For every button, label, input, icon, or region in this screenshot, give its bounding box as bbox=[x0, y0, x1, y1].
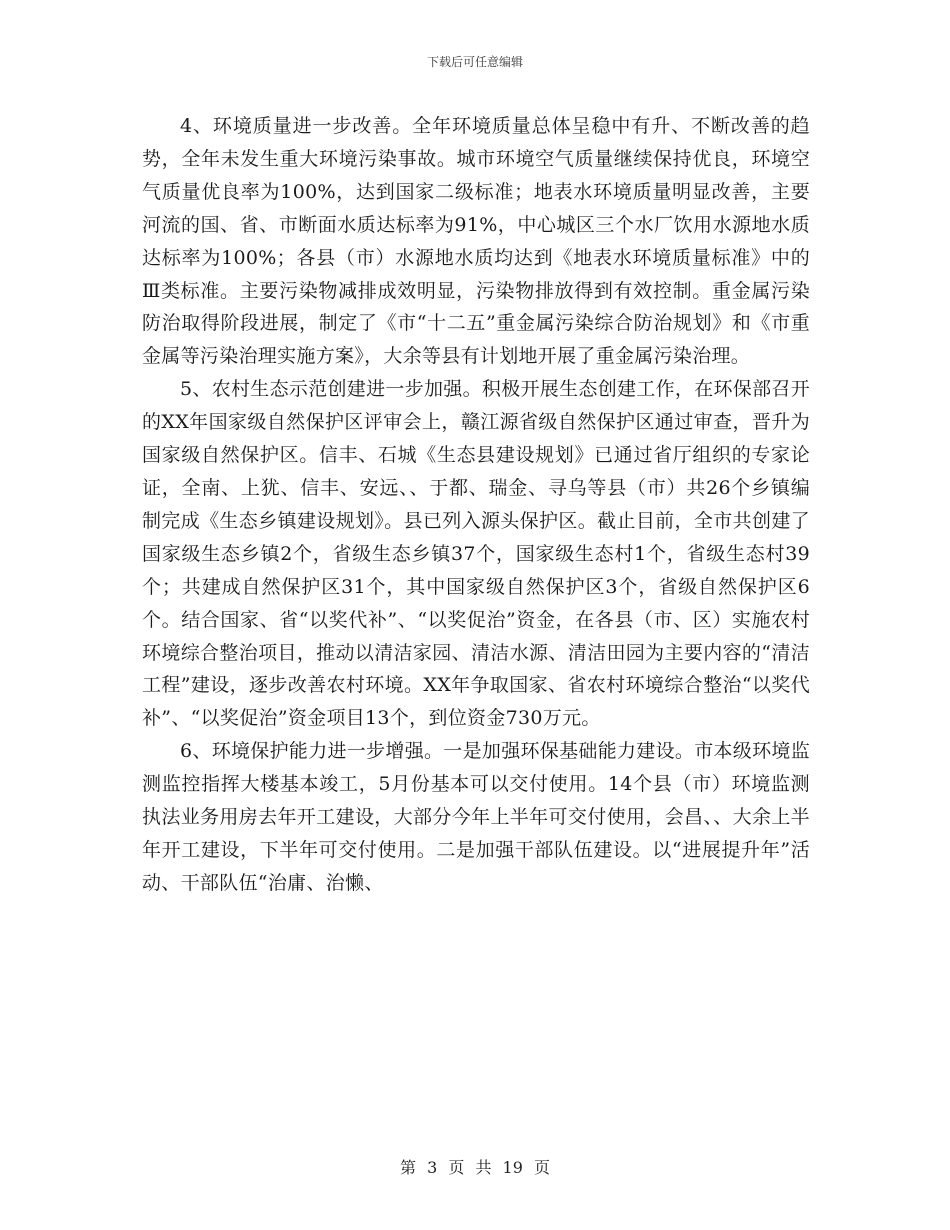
paragraph-protection-capacity: 6、环境保护能力进一步增强。一是加强环保基础能力建设。市本级环境监测监控指挥大楼基本竣工，5月份基本可以交付使用。14个县（市）环境监测执法业务用房去年开工建设，大部分今年上半年可交付使用，会昌、、大余上半年开工建设，下半年可交付使用。二是加强干部队伍建设。以“进展提升年”活动、干部队伍“治庸、治懒、 bbox=[142, 740, 810, 894]
paragraph-environment-quality: 4、环境质量进一步改善。全年环境质量总体呈稳中有升、不断改善的趋势，全年未发生重大环境污染事故。城市环境空气质量继续保持优良，环境空气质量优良率为100%，达到国家二级标准；地表水环境质量明显改善，主要河流的国、省、市断面水质达标率为91%，中心城区三个水厂饮用水源地水质达标率为100%；各县（市）水源地水质均达到《地表水环境质量标准》中的Ⅲ类标准。主要污染物减排成效明显，污染物排放得到有效控制。重金属污染防治取得阶段进展，制定了《市“十二五”重金属污染综合防治规划》和《市重金属等污染治理实施方案》，大余等县有计划地开展了重金属污染治理。 bbox=[142, 115, 810, 368]
header-note: 下载后可任意编辑 bbox=[426, 55, 523, 69]
document-body bbox=[142, 110, 810, 900]
paragraph-rural-ecology: 5、农村生态示范创建进一步加强。积极开展生态创建工作，在环保部召开的XX年国家级自然保护区评审会上，赣江源省级自然保护区通过审查，晋升为国家级自然保护区。信丰、石城《生态县建设规划》已通过省厅组织的专家论证，全南、上犹、信丰、安远、、于都、瑞金、寻乌等县（市）共26个乡镇编制完成《生态乡镇建设规划》。县已列入源头保护区。截止目前，全市共创建了国家级生态乡镇2个，省级生态乡镇37个，国家级生态村1个，省级生态村39个；共建成自然保护区31个，其中国家级自然保护区3个，省级自然保护区6个。结合国家、省“以奖代补”、“以奖促治”资金，在各县（市、区）实施农村环境综合整治项目，推动以清洁家园、清洁水源、清洁田园为主要内容的“清洁工程”建设，逐步改善农村环境。XX年争取国家、省农村环境综合整治“以奖代补”、“以奖促治”资金项目13个，到位资金730万元。 bbox=[142, 378, 810, 730]
page-number-footer: 第 3 页 共 19 页 bbox=[400, 1158, 550, 1177]
